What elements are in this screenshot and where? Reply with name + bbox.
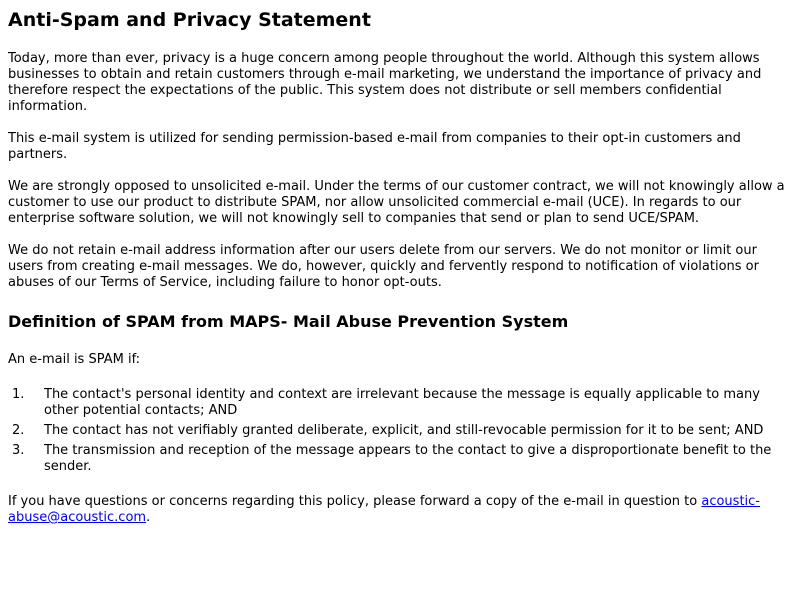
contact-paragraph	[8, 494, 790, 526]
data-retention-paragraph: We do not retain e-mail address information after our users delete from our servers. We do not monitor or limit our users from creating e-mail messages. We do, however, quickly and fervently respond to notification of violations or abuses of our Terms of Service, including failure to honor opt-outs.	[8, 243, 759, 290]
list-item-text: The contact has not verifiably granted deliberate, explicit, and still-revocable permission for it to be sent; AND	[44, 423, 764, 438]
list-item-number: 3.	[12, 443, 25, 458]
list-item-number: 1.	[12, 387, 25, 402]
list-item	[8, 387, 790, 419]
list-item-text: The transmission and reception of the message appears to the contact to give a disproportionate benefit to the sender.	[44, 443, 772, 474]
spam-definition-heading: Definition of SPAM from MAPS- Mail Abuse Prevention System	[8, 312, 569, 331]
permission-paragraph: This e-mail system is utilized for sending permission-based e-mail from companies to their opt-in customers and partners.	[8, 131, 741, 162]
contact-suffix: .	[146, 510, 151, 525]
unsolicited-email-paragraph: We are strongly opposed to unsolicited e-mail. Under the terms of our customer contract, we will not knowingly allow a customer to use our product to distribute SPAM, nor allow unsolicited commercial e-mail (UCE). In regards to our enterprise software solution, we will not knowingly sell to companies that send or plan to send UCE/SPAM.	[8, 179, 785, 226]
list-item-number: 2.	[12, 423, 25, 438]
spam-definition-intro: An e-mail is SPAM if:	[8, 352, 141, 367]
privacy-paragraph: Today, more than ever, privacy is a huge concern among people throughout the world. Although this system allows businesses to obtain and retain customers through e-mail marketing, we understand the importance of privacy and therefore respect the expectations of the public. This system does not distribute or sell members confidential information.	[8, 51, 762, 114]
page-title: Anti-Spam and Privacy Statement	[8, 9, 371, 31]
list-item-text: The contact's personal identity and context are irrelevant because the message is equally applicable to many other potential contacts; AND	[44, 387, 760, 418]
spam-criteria-list	[8, 387, 790, 479]
abuse-email-link[interactable]: acoustic-abuse@acoustic.com	[8, 494, 760, 525]
contact-text: If you have questions or concerns regarding this policy, please forward a copy of the e-mail in question to	[8, 494, 702, 509]
list-item	[8, 423, 790, 439]
list-item	[8, 443, 790, 475]
